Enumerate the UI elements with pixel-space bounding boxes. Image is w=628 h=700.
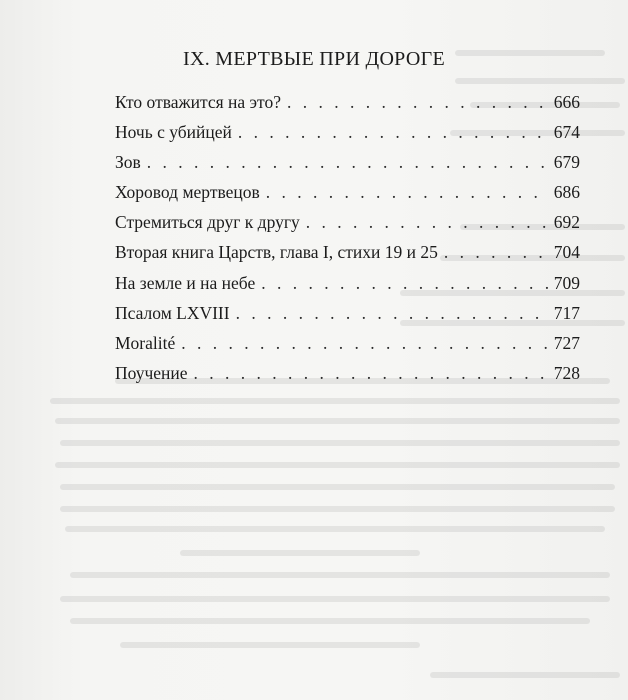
dot-leader xyxy=(181,333,547,354)
toc-entry-page: 717 xyxy=(553,302,580,323)
toc-entry-title: Зов xyxy=(115,152,141,173)
toc-entry-page: 692 xyxy=(553,212,580,233)
toc-entry-page: 727 xyxy=(553,332,580,353)
toc-entry xyxy=(115,273,580,303)
toc-entry-page: 679 xyxy=(553,152,580,173)
table-of-contents xyxy=(115,92,580,393)
toc-entry-title: Хоровод мертвецов xyxy=(115,182,260,203)
toc-entry xyxy=(115,122,580,152)
toc-entry xyxy=(115,363,580,393)
dot-leader xyxy=(238,122,548,143)
toc-entry-page: 686 xyxy=(553,182,580,203)
toc-entry-page: 709 xyxy=(553,272,580,293)
dot-leader xyxy=(306,212,548,233)
toc-entry xyxy=(115,182,580,212)
toc-entry xyxy=(115,333,580,363)
toc-entry xyxy=(115,92,580,122)
toc-entry-page: 674 xyxy=(553,122,580,143)
toc-entry-page: 728 xyxy=(553,362,580,383)
toc-entry-title: На земле и на небе xyxy=(115,272,256,293)
dot-leader xyxy=(261,273,548,294)
toc-entry-page: 704 xyxy=(553,242,580,263)
toc-entry-title: Кто отважится на это? xyxy=(115,92,281,112)
toc-entry xyxy=(115,152,580,182)
toc-entry-title: Псалом LXVIII xyxy=(115,302,230,323)
toc-entry-title: Ночь с убийцей xyxy=(115,122,232,143)
toc-entry xyxy=(115,303,580,333)
dot-leader xyxy=(147,152,548,173)
toc-entry-title: Вторая книга Царств, глава I, стихи 19 и 25 xyxy=(115,242,438,263)
dot-leader xyxy=(194,363,548,384)
toc-entry-title: Стремиться друг к другу xyxy=(115,212,300,233)
toc-entry xyxy=(115,242,580,272)
toc-entry-page: 666 xyxy=(553,92,580,112)
dot-leader xyxy=(266,182,548,203)
dot-leader xyxy=(444,242,548,263)
toc-entry-title: Поучение xyxy=(115,362,188,383)
toc-entry-title: Moralité xyxy=(115,332,176,353)
section-title: IX. МЕРТВЫЕ ПРИ ДОРОГЕ xyxy=(183,48,445,70)
dot-leader xyxy=(236,303,548,324)
dot-leader xyxy=(287,92,548,113)
toc-entry xyxy=(115,212,580,242)
